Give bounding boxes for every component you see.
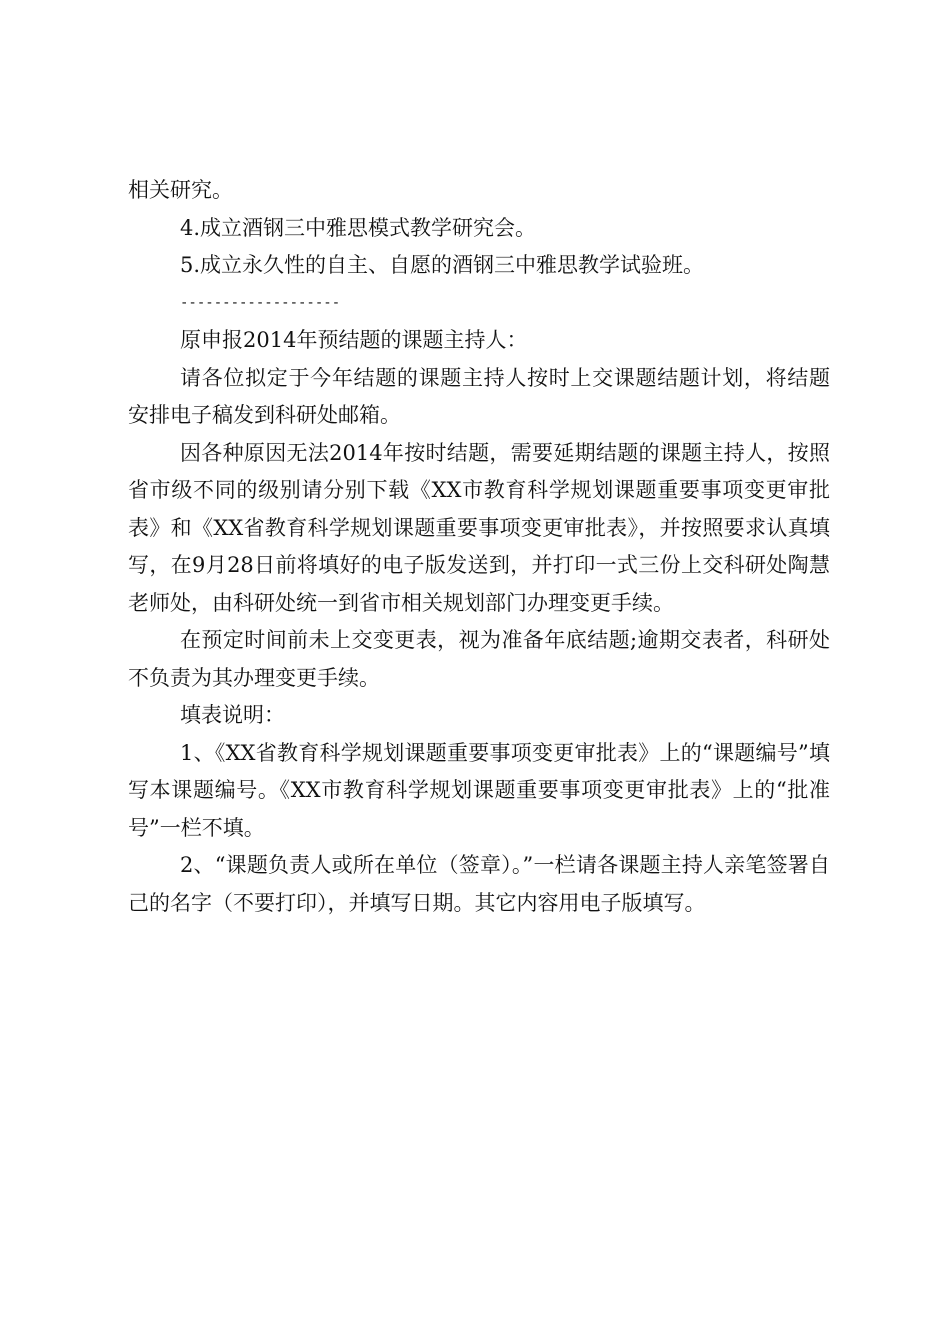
paragraph-item-5: 5.成立永久性的自主、自愿的酒钢三中雅思教学试验班。 — [180, 253, 705, 277]
paragraph-submit-plan: 请各位拟定于今年结题的课题主持人按时上交课题结题计划，将结题安排电子稿发到科研处邮箱。 — [128, 365, 830, 427]
document-body — [128, 172, 830, 922]
paragraph-instructions-title: 填表说明： — [180, 703, 285, 727]
paragraph-extension: 因各种原因无法2014年按时结题，需要延期结题的课题主持人，按照省市级不同的级别请分别下载《XX市教育科学规划课题重要事项变更审批表》和《XX省教育科学规划课题重要事项变更审批表》，并按照要求认真填写，在9月28日前将填好的电子版发送到，并打印一式三份上交科研处陶慧老师处，由科研处统一到省市相关规划部门办理变更手续。 — [128, 440, 830, 615]
paragraph-instruction-1: 1、《XX省教育科学规划课题重要事项变更审批表》上的“课题编号”填写本课题编号。《XX市教育科学规划课题重要事项变更审批表》上的“批准号”一栏不填。 — [128, 740, 830, 840]
paragraph-item-4: 4.成立酒钢三中雅思模式教学研究会。 — [180, 215, 537, 240]
section-separator: ------------------- — [180, 294, 341, 311]
paragraph-addressee: 原申报2014年预结题的课题主持人： — [180, 328, 528, 352]
paragraph-instruction-2: 2、“课题负责人或所在单位（签章）。”一栏请各课题主持人亲笔签署自己的名字（不要打印），并填写日期。其它内容用电子版填写。 — [128, 853, 830, 915]
paragraph-deadline: 在预定时间前未上交变更表，视为准备年底结题;逾期交表者，科研处不负责为其办理变更手续。 — [128, 628, 830, 690]
paragraph-continuation: 相关研究。 — [128, 178, 233, 202]
